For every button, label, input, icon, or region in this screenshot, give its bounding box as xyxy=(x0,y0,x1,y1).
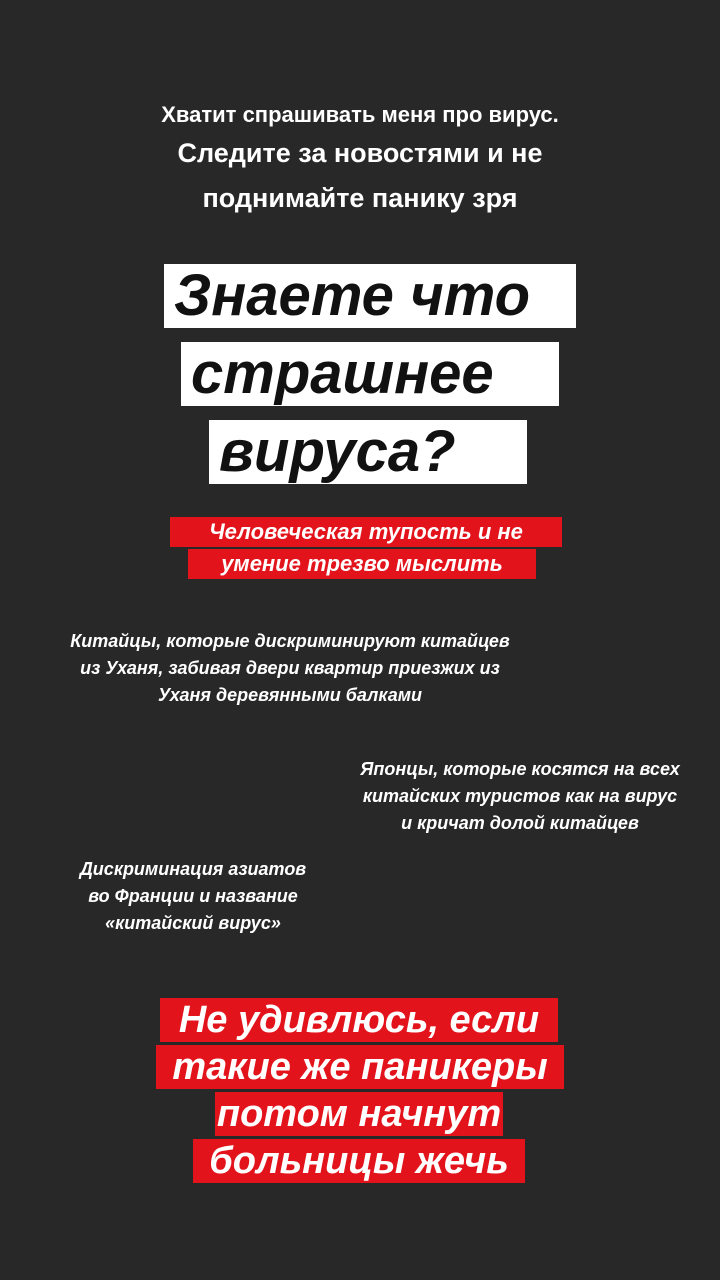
answer-line-2: умение трезво мыслить xyxy=(188,549,536,579)
example-line: китайских туристов как на вирус xyxy=(362,786,678,806)
conclusion-line-4: больницы жечь xyxy=(193,1139,525,1183)
example-japan xyxy=(330,756,710,837)
answer-line-1: Человеческая тупость и не xyxy=(170,517,562,547)
example-line: из Уханя, забивая двери квартир приезжих из xyxy=(80,658,500,678)
headline-line-3: вируса? xyxy=(209,420,527,484)
example-france xyxy=(28,856,358,937)
intro-line-2: Следите за новостями и не xyxy=(177,138,543,168)
example-line: Китайцы, которые дискриминируют китайцев xyxy=(70,631,510,651)
example-line: Дискриминация азиатов xyxy=(79,859,307,879)
example-line: Уханя деревянными балками xyxy=(157,685,423,705)
intro-line-3: поднимайте панику зря xyxy=(202,183,518,213)
headline-line-1: Знаете что xyxy=(164,264,576,328)
headline-line-2: страшнее xyxy=(181,342,559,406)
example-line: и кричат долой китайцев xyxy=(401,813,639,833)
example-line: Японцы, которые косятся на всех xyxy=(360,759,680,779)
conclusion-line-1: Не удивлюсь, если xyxy=(160,998,558,1042)
intro-line-1: Хватит спрашивать меня про вирус. xyxy=(161,102,559,127)
example-line: «китайский вирус» xyxy=(105,913,281,933)
example-china xyxy=(20,628,560,709)
conclusion-line-2: такие же паникеры xyxy=(156,1045,564,1089)
example-line: во Франции и название xyxy=(88,886,298,906)
conclusion-line-3: потом начнут xyxy=(216,1093,502,1135)
